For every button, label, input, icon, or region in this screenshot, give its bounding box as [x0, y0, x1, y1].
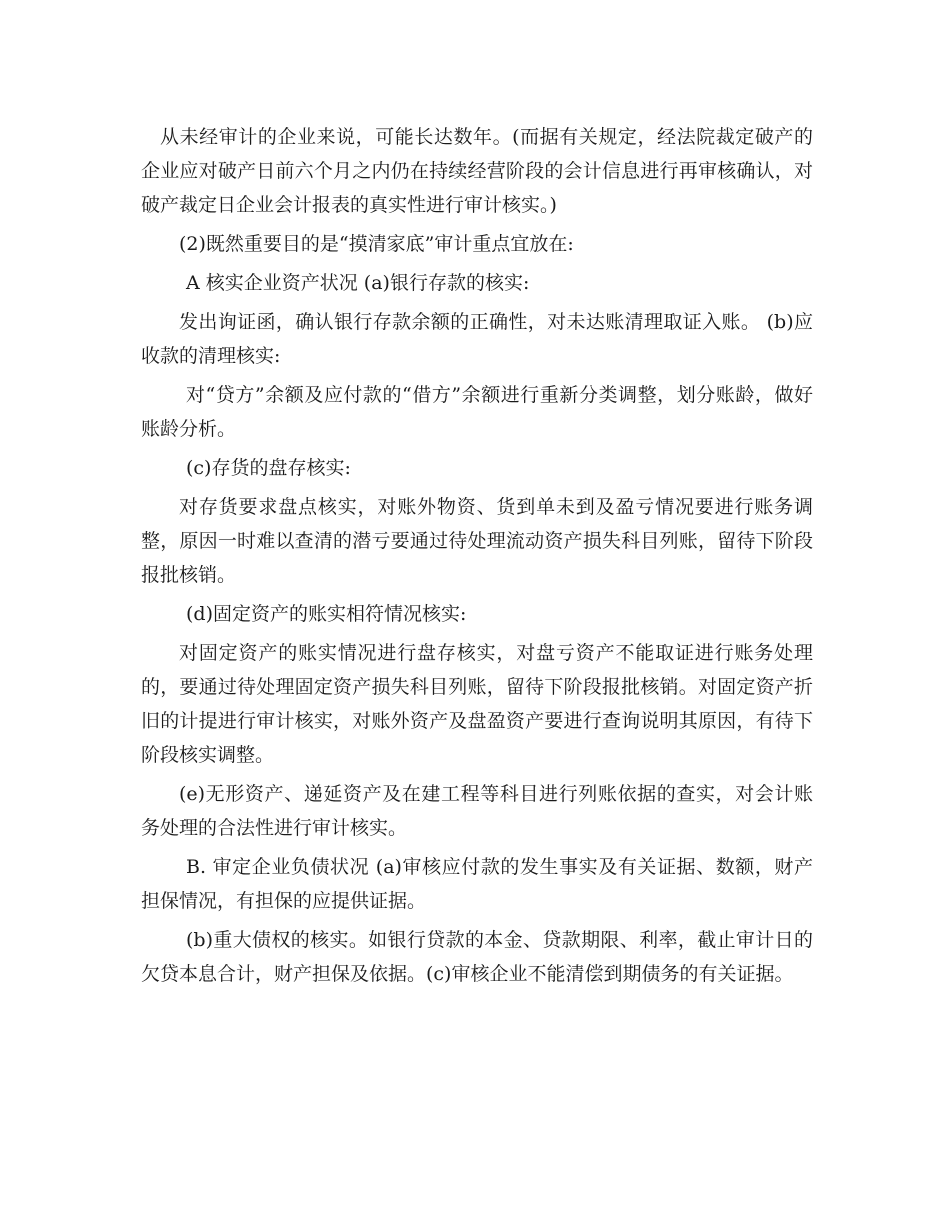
paragraph-liabilities: B. 审定企业负债状况 (a)审核应付款的发生事实及有关证据、数额，财产担保情况，有担保的应提供证据。 [141, 856, 813, 912]
paragraph-fixed-assets: 对固定资产的账实情况进行盘存核实，对盘亏资产不能取证进行账务处理的，要通过待处理固定资产损失科目列账，留待下阶段报批核销。对固定资产折旧的计提进行审计核实，对账外资产及盘盈资产要进行查询说明其原因，有待下阶段核实调整。 [141, 642, 813, 766]
paragraph-receivables: 对“贷方”余额及应付款的“借方”余额进行重新分类调整，划分账龄，做好账龄分析。 [141, 384, 813, 440]
document-body [141, 120, 813, 996]
paragraph-inventory-heading: (c)存货的盘存核实: [186, 457, 351, 479]
paragraph-inventory: 对存货要求盘点核实，对账外物资、货到单未到及盈亏情况要进行账务调整，原因一时难以查清的潜亏要通过待处理流动资产损失科目列账，留待下阶段报批核销。 [141, 496, 813, 586]
paragraph-intangible-assets: (e)无形资产、递延资产及在建工程等科目进行列账依据的查实，对会计账务处理的合法性进行审计核实。 [141, 783, 813, 839]
paragraph-asset-verification: A 核实企业资产状况 (a)银行存款的核实: [186, 272, 530, 294]
paragraph-fixed-assets-heading: (d)固定资产的账实相符情况核实: [186, 603, 467, 625]
paragraph-major-claims: (b)重大债权的核实。如银行贷款的本金、贷款期限、利率，截止审计日的欠贷本息合计，财产担保及依据。(c)审核企业不能清偿到期债务的有关证据。 [141, 929, 813, 985]
paragraph-intro: 从未经审计的企业来说，可能长达数年。(而据有关规定，经法院裁定破产的企业应对破产日前六个月之内仍在持续经营阶段的会计信息进行再审核确认，对破产裁定日企业会计报表的真实性进行审计核实。) [141, 126, 813, 216]
paragraph-bank-deposit: 发出询证函，确认银行存款余额的正确性，对未达账清理取证入账。 (b)应收款的清理核实: [141, 311, 813, 367]
paragraph-audit-focus: (2)既然重要目的是“摸清家底”审计重点宜放在: [179, 233, 574, 255]
